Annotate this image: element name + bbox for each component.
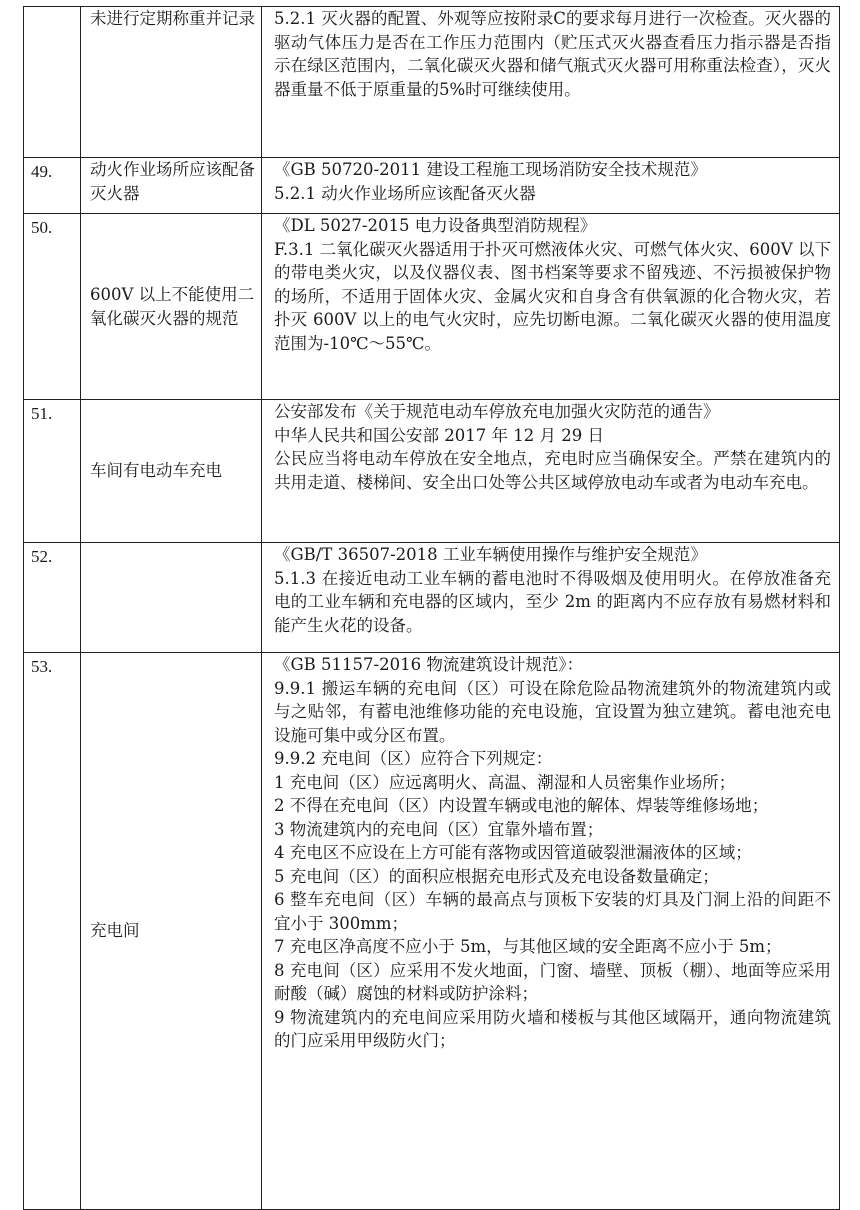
row-number: 52. — [24, 543, 81, 653]
table-row — [24, 653, 840, 1210]
regulation-basis — [262, 7, 840, 158]
regulation-basis — [262, 214, 840, 400]
regulation-line: 5.1.3 在接近电动工业车辆的蓄电池时不得吸烟及使用明火。在停放准备充电的工业车辆和充电器的区域内，至少 2m 的距离内不应存放有易燃材料和能产生火花的设备。 — [274, 568, 831, 635]
regulation-basis — [262, 543, 840, 653]
regulation-line: 《GB/T 36507-2018 工业车辆使用操作与维护安全规范》 — [274, 545, 707, 564]
regulation-basis — [262, 653, 840, 1210]
table-row — [24, 214, 840, 400]
regulation-line: 5.2.1 灭火器的配置、外观等应按附录C的要求每月进行一次检查。灭火器的驱动气体压力是否在工作压力范围内（贮压式灭火器查看压力指示器是否指示在绿区范围内，二氧化碳灭火器和储气瓶式灭火器可用称重法检查），灭火器重量不低于原重量的5%时可继续使用。 — [274, 9, 831, 99]
regulation-line: 《GB 51157-2016 物流建筑设计规范》： — [274, 655, 584, 674]
regulation-line: 9.9.2 充电间（区）应符合下列规定： — [274, 749, 553, 768]
regulation-line: 《GB 50720-2011 建设工程施工现场消防安全技术规范》 — [274, 160, 707, 179]
regulation-line: 7 充电区净高度不应小于 5m，与其他区域的安全距离不应小于 5m； — [274, 937, 782, 956]
table-row — [24, 400, 840, 543]
regulation-line: 公安部发布《关于规范电动车停放充电加强火灾防范的通告》 — [274, 402, 720, 421]
table-row — [24, 158, 840, 214]
regulation-line: 公民应当将电动车停放在安全地点，充电时应当确保安全。严禁在建筑内的共用走道、楼梯间、安全出口处等公共区域停放电动车或者为电动车充电。 — [274, 449, 831, 492]
regulation-line: 9 物流建筑内的充电间应采用防火墙和楼板与其他区域隔开，通向物流建筑的门应采用甲级防火门； — [274, 1007, 831, 1050]
issue-description: 未进行定期称重并记录 — [81, 7, 262, 158]
regulation-line: 3 物流建筑内的充电间（区）宜靠外墙布置； — [274, 819, 604, 839]
issue-description: 600V 以上不能使用二氧化碳灭火器的规范 — [81, 214, 262, 400]
regulation-table — [23, 6, 840, 1210]
table-row — [24, 543, 840, 653]
row-number: 53. — [24, 653, 81, 1210]
row-number: 50. — [24, 214, 81, 400]
issue-description — [81, 543, 262, 653]
regulation-line: 5 充电间（区）的面积应根据充电形式及充电设备数量确定； — [274, 866, 719, 886]
regulation-line: 1 充电间（区）应远离明火、高温、潮湿和人员密集作业场所； — [274, 772, 736, 792]
table-body — [24, 7, 840, 1210]
regulation-basis — [262, 158, 840, 214]
regulation-line: 9.9.1 搬运车辆的充电间（区）可设在除危险品物流建筑外的物流建筑内或与之贴邻，有蓄电池维修功能的充电设施，宜设置为独立建筑。蓄电池充电设施可集中或分区布置。 — [274, 678, 831, 745]
row-number: 51. — [24, 400, 81, 543]
issue-description: 充电间 — [81, 653, 262, 1210]
regulation-line: 中华人民共和国公安部 2017 年 12 月 29 日 — [274, 425, 604, 445]
row-number: 49. — [24, 158, 81, 214]
regulation-line: 4 充电区不应设在上方可能有落物或因管道破裂泄漏液体的区域； — [274, 843, 752, 862]
table-row — [24, 7, 840, 158]
regulation-line: 8 充电间（区）应采用不发火地面，门窗、墙壁、顶板（棚）、地面等应采用耐酸（碱）腐蚀的材料或防护涂料； — [274, 960, 831, 1003]
regulation-line: 6 整车充电间（区）车辆的最高点与顶板下安装的灯具及门洞上沿的间距不宜小于 300mm； — [274, 890, 831, 933]
regulation-line: 《DL 5027-2015 电力设备典型消防规程》 — [274, 216, 597, 235]
regulation-line: 2 不得在充电间（区）内设置车辆或电池的解体、焊装等维修场地； — [274, 796, 769, 815]
issue-description: 车间有电动车充电 — [81, 400, 262, 543]
issue-description: 动火作业场所应该配备灭火器 — [81, 158, 262, 214]
regulation-line: F.3.1 二氧化碳灭火器适用于扑灭可燃液体火灾、可燃气体火灾、600V 以下的带电类火灾，以及仪器仪表、图书档案等要求不留残迹、不污损被保护物的场所，不适用于固体火灾、金属火灾和自身含有供氧源的化合物火灾，若扑灭 600V 以上的电气火灾时，应先切断电源。二氧化碳灭火器的使用温度范围为-10℃～55℃。 — [274, 239, 831, 353]
row-number — [24, 7, 81, 158]
regulation-line: 5.2.1 动火作业场所应该配备灭火器 — [274, 183, 536, 203]
regulation-basis — [262, 400, 840, 543]
